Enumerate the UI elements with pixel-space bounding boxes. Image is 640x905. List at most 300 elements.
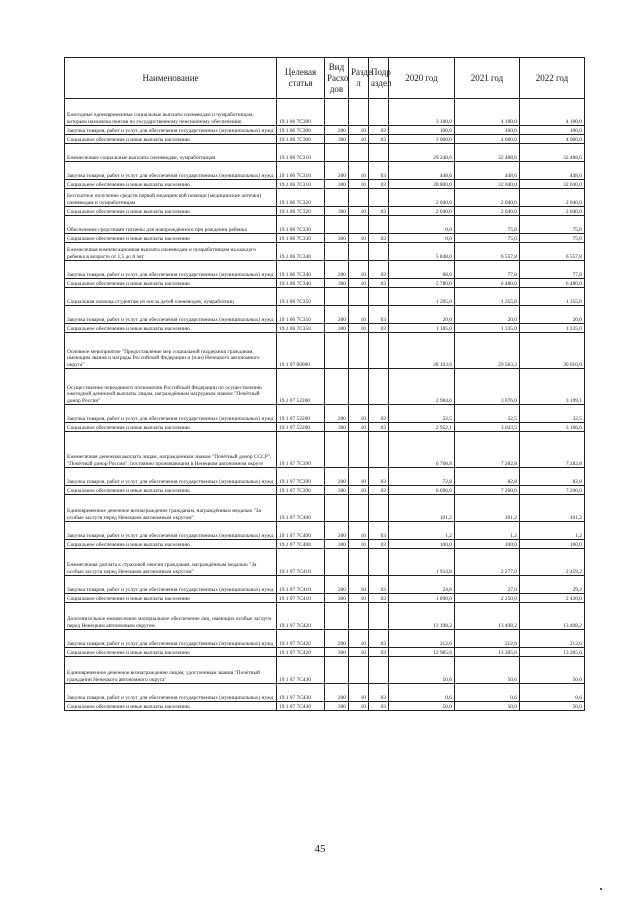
cell-2021: 2 277,0 [455, 549, 520, 576]
cell-section: 10 [349, 486, 369, 495]
cell-expense-type [325, 369, 349, 405]
cell-subsection: 03 [369, 135, 389, 144]
cell-target-article: 19 1 07 52200 [277, 405, 325, 423]
cell-subsection: 03 [369, 324, 389, 333]
cell-expense-type: 200 [325, 126, 349, 135]
cell-name: Ежемесячная доплата к страховой пенсии гражданам, награждённым медалью "За особые заслуги перед Ненецким автономным округом" [65, 549, 277, 576]
cell-target-article: 19 1 07 52200 [277, 423, 325, 432]
cell-name: Социальное обеспечение и иные выплаты населению [65, 594, 277, 603]
cell-section: 10 [349, 576, 369, 594]
cell-name: Дополнительное ежемесячное материальное обеспечение лиц, имеющих особые заслуги перед Ненецким автономным округом [65, 603, 277, 630]
cell-2021: 77,8 [455, 261, 520, 279]
cell-subsection: 03 [369, 234, 389, 243]
cell-target-article: 19 1 06 7С300 [277, 135, 325, 144]
cell-target-article: 19 1 06 7С320 [277, 207, 325, 216]
cell-2022: 101,2 [520, 495, 585, 522]
cell-2022: 100,0 [520, 126, 585, 135]
cell-target-article: 19 1 06 7С330 [277, 234, 325, 243]
cell-expense-type: 300 [325, 279, 349, 288]
cell-section: 10 [349, 522, 369, 540]
cell-target-article: 19 1 07 7С390 [277, 432, 325, 468]
cell-subsection: 03 [369, 162, 389, 180]
table-row [65, 207, 585, 216]
cell-2022: 13 498,2 [520, 603, 585, 630]
cell-expense-type [325, 657, 349, 684]
cell-2021: 100,0 [455, 126, 520, 135]
cell-2020: 6 768,8 [389, 432, 455, 468]
cell-name: Ежемесячная компенсационная выплата оленеводам и чумработницам на каждого ребенка в возрасте от 1,5 до 8 лет [65, 243, 277, 261]
header-subsection: Подр аздел [369, 58, 389, 99]
cell-subsection [369, 333, 389, 369]
cell-2021: 1,2 [455, 522, 520, 540]
cell-name: Социальное обеспечение и иные выплаты населению [65, 234, 277, 243]
cell-subsection: 03 [369, 207, 389, 216]
cell-subsection: 03 [369, 594, 389, 603]
cell-expense-type [325, 432, 349, 468]
cell-name: Социальное обеспечение и иные выплаты населению [65, 279, 277, 288]
table-row [65, 540, 585, 549]
cell-2022: 212,6 [520, 630, 585, 648]
table-row [65, 243, 585, 261]
cell-section [349, 288, 369, 306]
cell-2022: 7 282,8 [520, 432, 585, 468]
cell-subsection [369, 603, 389, 630]
cell-name: Закупка товаров, работ и услуг для обеспечения государственных (муниципальных) нужд [65, 162, 277, 180]
cell-2021: 7 282,8 [455, 432, 520, 468]
cell-2022: 3 166,6 [520, 423, 585, 432]
cell-2021: 2 250,0 [455, 594, 520, 603]
cell-target-article: 19 1 07 7С400 [277, 522, 325, 540]
cell-2022: 13 285,6 [520, 648, 585, 657]
table-row [65, 135, 585, 144]
cell-2020: 2 952,1 [389, 423, 455, 432]
cell-name: Закупка товаров, работ и услуг для обеспечения государственных (муниципальных) нужд [65, 405, 277, 423]
cell-section: 10 [349, 405, 369, 423]
cell-2020: 24,8 [389, 576, 455, 594]
cell-section: 10 [349, 540, 369, 549]
table-row [65, 648, 585, 657]
cell-expense-type [325, 603, 349, 630]
cell-section [349, 369, 369, 405]
table-row [65, 684, 585, 702]
cell-target-article: 19 1 06 7С330 [277, 216, 325, 234]
cell-2020: 1 914,8 [389, 549, 455, 576]
cell-target-article: 19 1 07 7С430 [277, 684, 325, 702]
cell-2022: 32 040,0 [520, 180, 585, 189]
cell-section [349, 189, 369, 207]
cell-2020: 6 696,0 [389, 486, 455, 495]
cell-2022: 32,5 [520, 405, 585, 423]
cell-section: 10 [349, 207, 369, 216]
table-row [65, 657, 585, 684]
cell-2022: 77,8 [520, 261, 585, 279]
cell-target-article: 19 1 07 7С390 [277, 486, 325, 495]
cell-2021: 2 040,0 [455, 207, 520, 216]
cell-2020: 50,0 [389, 702, 455, 711]
cell-target-article: 19 1 07 7С420 [277, 603, 325, 630]
cell-2021: 50,6 [455, 657, 520, 684]
cell-2022: 75,0 [520, 234, 585, 243]
cell-section: 10 [349, 135, 369, 144]
cell-name: Социальное обеспечение и иные выплаты населению [65, 648, 277, 657]
cell-target-article: 19 1 07 7С420 [277, 630, 325, 648]
table-row [65, 522, 585, 540]
header-year-2020: 2020 год [389, 58, 455, 99]
table-row [65, 405, 585, 423]
cell-2020: 1 185,0 [389, 324, 455, 333]
cell-expense-type: 300 [325, 702, 349, 711]
cell-name: Обеспечение средствами гигиены для новорождённого при рождении ребенка [65, 216, 277, 234]
cell-2020: 1,2 [389, 522, 455, 540]
cell-section: 10 [349, 162, 369, 180]
cell-2021: 29 583,3 [455, 333, 520, 369]
cell-name: Ежегодные единовременные социальные выплаты оленеводам и чумработницам, которым назначена пенсия по государственному пенсионному обеспечению [65, 99, 277, 126]
cell-2022: 4 100,0 [520, 99, 585, 126]
cell-target-article: 19 1 06 7С300 [277, 126, 325, 135]
cell-2021: 6 480,0 [455, 279, 520, 288]
cell-subsection: 03 [369, 126, 389, 135]
cell-2022: 75,0 [520, 216, 585, 234]
cell-target-article: 19 1 06 7С310 [277, 180, 325, 189]
cell-2022: 30 010,6 [520, 333, 585, 369]
cell-expense-type [325, 549, 349, 576]
cell-subsection: 03 [369, 630, 389, 648]
header-year-2022: 2022 год [520, 58, 585, 99]
cell-name: Социальное обеспечение и иные выплаты населению [65, 423, 277, 432]
cell-expense-type: 300 [325, 135, 349, 144]
cell-section: 10 [349, 126, 369, 135]
cell-section: 10 [349, 702, 369, 711]
table-row [65, 288, 585, 306]
cell-subsection: 03 [369, 423, 389, 432]
cell-target-article: 19 1 06 7С340 [277, 243, 325, 261]
table-row [65, 423, 585, 432]
table-row [65, 261, 585, 279]
cell-2020: 448,6 [389, 162, 455, 180]
cell-2022: 2 040,0 [520, 189, 585, 207]
cell-2022: 2 040,0 [520, 207, 585, 216]
cell-subsection: 03 [369, 468, 389, 486]
cell-2021: 75,0 [455, 234, 520, 243]
cell-2020: 28 103,6 [389, 333, 455, 369]
cell-section: 10 [349, 306, 369, 324]
cell-expense-type: 200 [325, 162, 349, 180]
cell-section [349, 549, 369, 576]
cell-section: 10 [349, 423, 369, 432]
cell-2020: 0,6 [389, 684, 455, 702]
cell-section [349, 603, 369, 630]
cell-2021: 32,5 [455, 405, 520, 423]
table-row [65, 594, 585, 603]
table-row [65, 630, 585, 648]
header-expense-type: Вид Расхо дов [325, 58, 349, 99]
cell-2020: 72,8 [389, 468, 455, 486]
table-header-row [65, 58, 585, 99]
cell-2020: 20,0 [389, 306, 455, 324]
cell-expense-type: 300 [325, 648, 349, 657]
cell-2021: 32 040,0 [455, 180, 520, 189]
cell-subsection: 03 [369, 522, 389, 540]
cell-name: Осуществление переданного полномочия Российской Федерации по осуществлению ежегодной денежной выплаты лицам, награждённым нагрудным знаком "Почётный донор России" [65, 369, 277, 405]
cell-expense-type [325, 243, 349, 261]
cell-expense-type: 200 [325, 522, 349, 540]
cell-2020: 32,5 [389, 405, 455, 423]
table-row [65, 468, 585, 486]
cell-section [349, 495, 369, 522]
table-row [65, 369, 585, 405]
cell-subsection [369, 216, 389, 234]
cell-expense-type: 300 [325, 486, 349, 495]
cell-expense-type [325, 216, 349, 234]
cell-target-article: 19 1 07 7С410 [277, 576, 325, 594]
cell-section: 10 [349, 180, 369, 189]
table-row [65, 324, 585, 333]
cell-2021: 13 498,2 [455, 603, 520, 630]
cell-expense-type: 200 [325, 576, 349, 594]
table-row [65, 603, 585, 630]
page-number: 45 [314, 843, 326, 855]
cell-name: Бесплатное получение средств первой медицинской помощи (медицинские аптечки) оленеводам и чумработницам [65, 189, 277, 207]
cell-name: Социальное обеспечение и иные выплаты населению [65, 135, 277, 144]
cell-expense-type: 200 [325, 261, 349, 279]
cell-target-article: 19 1 07 7С410 [277, 594, 325, 603]
cell-subsection [369, 144, 389, 162]
cell-2020: 100,0 [389, 126, 455, 135]
cell-2021: 82,8 [455, 468, 520, 486]
cell-section: 10 [349, 234, 369, 243]
cell-expense-type: 200 [325, 630, 349, 648]
cell-subsection: 03 [369, 486, 389, 495]
cell-2020: 28 800,0 [389, 180, 455, 189]
cell-2022: 100,0 [520, 540, 585, 549]
cell-2020: 3 100,0 [389, 99, 455, 126]
cell-section: 10 [349, 684, 369, 702]
table-row [65, 486, 585, 495]
cell-2021: 1 355,0 [455, 288, 520, 306]
cell-2022: 6 480,0 [520, 279, 585, 288]
cell-target-article: 19 1 07 7С410 [277, 549, 325, 576]
cell-subsection: 03 [369, 279, 389, 288]
cell-2021: 1 335,0 [455, 324, 520, 333]
cell-2020: 101,2 [389, 495, 455, 522]
cell-name: Единовременное денежное вознаграждение гражданам, награждённым медалью "За особые заслуги перед Ненецким автономным округом" [65, 495, 277, 522]
table-row [65, 306, 585, 324]
cell-target-article: 19 1 07 7С400 [277, 495, 325, 522]
budget-table [64, 57, 585, 711]
cell-2020: 5 780,0 [389, 279, 455, 288]
cell-expense-type [325, 189, 349, 207]
cell-2021: 13 285,6 [455, 648, 520, 657]
cell-2020: 2 984,6 [389, 369, 455, 405]
cell-name: Социальное обеспечение и иные выплаты населению [65, 324, 277, 333]
cell-target-article: 19 1 07 00000 [277, 333, 325, 369]
header-target-article: Целевая статья [277, 58, 325, 99]
table-row [65, 180, 585, 189]
table-row [65, 189, 585, 207]
cell-2020: 13 198,2 [389, 603, 455, 630]
cell-subsection [369, 432, 389, 468]
cell-subsection: 03 [369, 702, 389, 711]
cell-expense-type: 300 [325, 324, 349, 333]
cell-2020: 68,0 [389, 261, 455, 279]
cell-subsection: 03 [369, 180, 389, 189]
cell-2021: 0,6 [455, 684, 520, 702]
cell-2022: 448,6 [520, 162, 585, 180]
cell-2022: 4 000,0 [520, 135, 585, 144]
cell-2020: 1 205,0 [389, 288, 455, 306]
table-row [65, 162, 585, 180]
cell-subsection [369, 549, 389, 576]
table-row [65, 333, 585, 369]
cell-expense-type: 300 [325, 423, 349, 432]
table-row [65, 549, 585, 576]
cell-2022: 32 488,6 [520, 144, 585, 162]
cell-target-article: 19 1 07 52200 [277, 369, 325, 405]
cell-section: 10 [349, 324, 369, 333]
cell-name: Социальная помощь студентам из числа детей оленеводов, чумработниц [65, 288, 277, 306]
cell-expense-type: 300 [325, 234, 349, 243]
cell-subsection [369, 369, 389, 405]
cell-name: Социальное обеспечение и иные выплаты населению [65, 540, 277, 549]
cell-target-article: 19 1 07 7С430 [277, 702, 325, 711]
table-row [65, 495, 585, 522]
cell-subsection [369, 99, 389, 126]
cell-section [349, 99, 369, 126]
cell-2021: 4 100,0 [455, 99, 520, 126]
table-row [65, 99, 585, 126]
cell-2021: 212,6 [455, 630, 520, 648]
cell-2022: 2 430,0 [520, 594, 585, 603]
cell-2020: 3 000,0 [389, 135, 455, 144]
cell-name: Закупка товаров, работ и услуг для обеспечения государственных (муниципальных) нужд [65, 522, 277, 540]
cell-name: Закупка товаров, работ и услуг для обеспечения государственных (муниципальных) нужд [65, 576, 277, 594]
table-row [65, 576, 585, 594]
cell-2022: 20,0 [520, 306, 585, 324]
cell-name: Ежемесячные социальные выплаты оленеводам, чумработницам [65, 144, 277, 162]
cell-2021: 50,0 [455, 702, 520, 711]
cell-2021: 32 488,6 [455, 144, 520, 162]
cell-2020: 29 248,6 [389, 144, 455, 162]
cell-2022: 82,8 [520, 468, 585, 486]
cell-2022: 3 199,1 [520, 369, 585, 405]
cell-section: 10 [349, 261, 369, 279]
cell-target-article: 19 1 06 7С310 [277, 144, 325, 162]
cell-name: Социальное обеспечение и иные выплаты населению [65, 486, 277, 495]
cell-name: Закупка товаров, работ и услуг для обеспечения государственных (муниципальных) нужд [65, 630, 277, 648]
cell-2022: 2 459,2 [520, 549, 585, 576]
cell-target-article: 19 1 07 7С430 [277, 657, 325, 684]
cell-2022: 7 200,0 [520, 486, 585, 495]
cell-target-article: 19 1 07 7С400 [277, 540, 325, 549]
cell-section: 10 [349, 648, 369, 657]
cell-2021: 4 000,0 [455, 135, 520, 144]
cell-2020: 2 040,0 [389, 207, 455, 216]
cell-section [349, 432, 369, 468]
cell-2021: 75,0 [455, 216, 520, 234]
cell-2020: 100,0 [389, 540, 455, 549]
cell-target-article: 19 1 06 7С350 [277, 288, 325, 306]
cell-expense-type: 200 [325, 684, 349, 702]
cell-expense-type [325, 288, 349, 306]
cell-2021: 448,6 [455, 162, 520, 180]
cell-2021: 2 040,0 [455, 189, 520, 207]
cell-expense-type [325, 333, 349, 369]
cell-name: Закупка товаров, работ и услуг для обеспечения государственных (муниципальных) нужд [65, 306, 277, 324]
cell-2022: 50,0 [520, 702, 585, 711]
cell-2020: 212,6 [389, 630, 455, 648]
cell-target-article: 19 1 06 7С340 [277, 261, 325, 279]
cell-target-article: 19 1 06 7С340 [277, 279, 325, 288]
cell-2022: 6 557,8 [520, 243, 585, 261]
cell-2020: 12 985,6 [389, 648, 455, 657]
cell-expense-type: 300 [325, 207, 349, 216]
cell-2021: 100,0 [455, 540, 520, 549]
cell-name: Закупка товаров, работ и услуг для обеспечения государственных (муниципальных) нужд [65, 468, 277, 486]
cell-2022: 29,2 [520, 576, 585, 594]
cell-2022: 0,6 [520, 684, 585, 702]
cell-2020: 2 040,0 [389, 189, 455, 207]
cell-subsection [369, 243, 389, 261]
cell-expense-type: 200 [325, 468, 349, 486]
cell-2022: 50,6 [520, 657, 585, 684]
cell-target-article: 19 1 06 7С350 [277, 306, 325, 324]
cell-subsection: 03 [369, 648, 389, 657]
cell-subsection [369, 288, 389, 306]
cell-2020: 5 848,0 [389, 243, 455, 261]
cell-2021: 3 043,5 [455, 423, 520, 432]
table-row [65, 279, 585, 288]
cell-expense-type [325, 99, 349, 126]
header-year-2021: 2021 год [455, 58, 520, 99]
cell-2021: 101,2 [455, 495, 520, 522]
scan-speck [600, 888, 602, 890]
cell-name: Единовременное денежное вознаграждение лицам, удостоенным звания "Почётный гражданин Ненецкого автономного округа" [65, 657, 277, 684]
cell-2020: 0,0 [389, 216, 455, 234]
table-row [65, 144, 585, 162]
cell-section: 10 [349, 468, 369, 486]
cell-target-article: 19 1 06 7С300 [277, 99, 325, 126]
cell-subsection: 03 [369, 540, 389, 549]
cell-target-article: 19 1 07 7С390 [277, 468, 325, 486]
cell-expense-type: 200 [325, 306, 349, 324]
cell-expense-type: 300 [325, 180, 349, 189]
cell-expense-type: 300 [325, 594, 349, 603]
cell-2022: 1 355,0 [520, 288, 585, 306]
cell-expense-type [325, 144, 349, 162]
cell-2020: 50,6 [389, 657, 455, 684]
cell-name: Социальное обеспечение и иные выплаты населению [65, 180, 277, 189]
cell-name: Закупка товаров, работ и услуг для обеспечения государственных (муниципальных) нужд [65, 126, 277, 135]
cell-2021: 27,0 [455, 576, 520, 594]
cell-2020: 1 890,0 [389, 594, 455, 603]
cell-2020: 0,0 [389, 234, 455, 243]
table-row [65, 216, 585, 234]
table-row [65, 702, 585, 711]
cell-name: Закупка товаров, работ и услуг для обеспечения государственных (муниципальных) нужд [65, 261, 277, 279]
cell-2022: 1 335,0 [520, 324, 585, 333]
cell-target-article: 19 1 06 7С350 [277, 324, 325, 333]
cell-section [349, 333, 369, 369]
cell-name: Социальное обеспечение и иные выплаты населению [65, 702, 277, 711]
cell-name: Закупка товаров, работ и услуг для обеспечения государственных (муниципальных) нужд [65, 684, 277, 702]
cell-expense-type: 300 [325, 540, 349, 549]
cell-subsection [369, 495, 389, 522]
cell-name: Социальное обеспечение и иные выплаты населению [65, 207, 277, 216]
cell-name: Основное мероприятие "Предоставление мер социальной поддержки гражданам, имеющим звания и награды Российской Федерации и (или) Ненецкого автономного округа" [65, 333, 277, 369]
cell-name: Ежемесячная денежная выплата лицам, награждённым знаком "Почётный донор СССР", "Почётный донор России", постоянно проживающим в Ненецком автономном округе [65, 432, 277, 468]
header-section: Разде л [349, 58, 369, 99]
cell-section [349, 243, 369, 261]
